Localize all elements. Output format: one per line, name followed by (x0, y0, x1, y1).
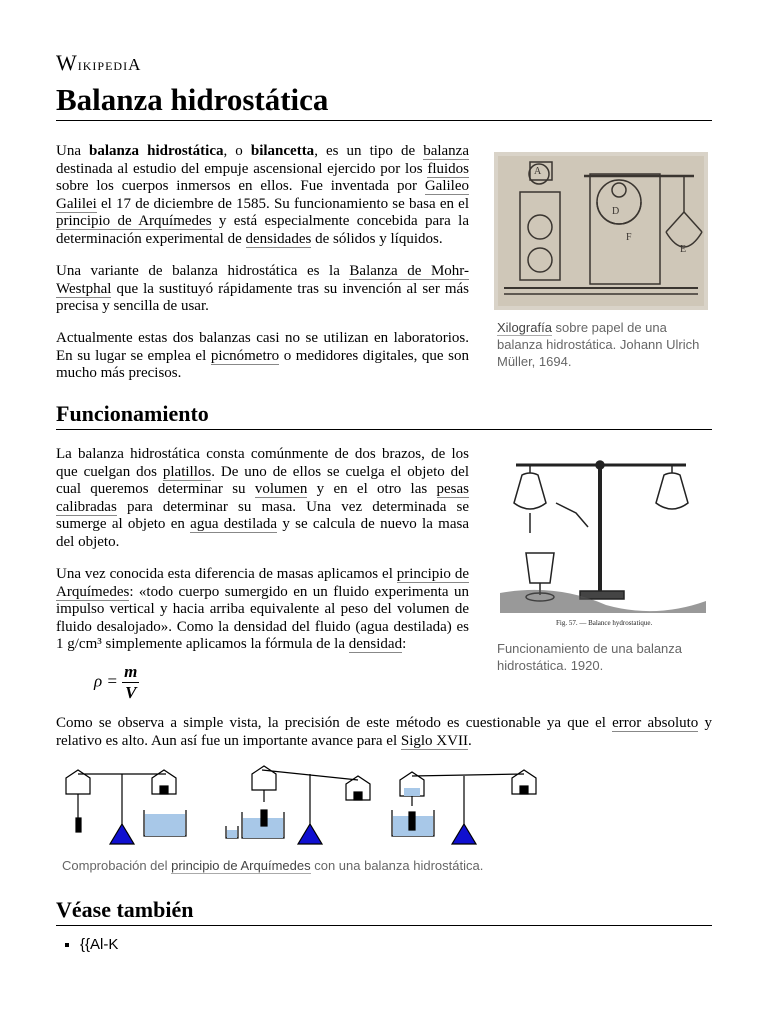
funcionamiento-paragraph-3: Como se observa a simple vista, la precisión de este método es cuestionable ya que el error absoluto y relativo es alto. Aun así fue un importante avance para el Siglo XVII. (56, 715, 713, 749)
svg-text:E: E (680, 244, 687, 255)
link-balanza-mohr-westphal[interactable]: Balanza de Mohr-Westphal (56, 263, 469, 297)
link-agua-destilada[interactable]: agua destilada (190, 516, 278, 532)
woodcut-image[interactable] (494, 152, 708, 310)
engraving-plate-label: Fig. 57. — Balance hydrostatique. (556, 619, 653, 627)
figure-woodcut (494, 152, 708, 370)
density-formula: ρ = $\frac{m}{V}$ (94, 662, 138, 702)
figure-balances-diagram (62, 762, 542, 874)
balances-diagram[interactable] (62, 762, 542, 848)
list-item[interactable]: ▪ {{Al-K (80, 936, 118, 953)
section-heading-vease-tambien: Véase también (56, 897, 712, 926)
svg-text:A: A (534, 166, 542, 177)
funcionamiento-paragraph-1: La balanza hidrostática consta comúnmente de dos brazos, de los que cuelgan dos platillos. De uno de ellos se cuelga el objeto del cual queremos determinar su volumen y en el otro las pesas calibradas para determinar su masa. Una vez determinada se sumerge al objeto en agua destilada y se calcula de nuevo la masa del objeto. (56, 446, 469, 550)
figure-engraving (496, 443, 710, 674)
figure-balances-caption: Comprobación del principio de Arquímedes con una balanza hidrostática. (62, 858, 484, 873)
wikipedia-logo[interactable] (56, 50, 141, 76)
link-picnometro[interactable]: picnómetro (210, 347, 280, 364)
link-densidades[interactable]: densidades (245, 230, 312, 247)
intro-paragraph-2: Una variante de balanza hidrostática es la Balanza de Mohr-Westphal que la sustituyó rápidamente tras su invención al ser más precisa y sencilla de usar. (56, 263, 469, 314)
intro-paragraph-3: Actualmente estas dos balanzas casi no se utilizan en laboratorios. En su lugar se emplea el picnómetro o medidores digitales, que son mucho más precisos. (56, 330, 469, 381)
link-volumen[interactable]: volumen (254, 481, 308, 497)
figure-engraving-caption: Funcionamiento de una balanza hidrostática. 1920. (497, 641, 683, 673)
link-platillos[interactable]: platillos (162, 463, 212, 480)
link-fluidos[interactable]: fluidos (427, 160, 469, 177)
svg-text:F: F (626, 232, 632, 243)
intro-paragraph-1: Una balanza hidrostática, o bilancetta, es un tipo de balanza destinada al estudio del empuje ascensional ejercido por los fluidos sobre los cuerpos inmersos en ellos. Fue inventada por Galileo Galilei el 17 de diciembre de 1585. Su funcionamiento se basa en el principio de Arquímedes y está especialmente concebida para la determinación experimental de densidades de sólidos y líquidos. (56, 143, 469, 247)
balance-level (66, 770, 186, 844)
link-densidad[interactable]: densidad (348, 636, 403, 652)
link-principio-arquimedes-3[interactable]: principio de Arquímedes (171, 858, 311, 873)
page-title: Balanza hidrostática (56, 82, 712, 121)
link-principio-arquimedes[interactable]: principio de Arquímedes (56, 213, 212, 229)
balance-tilted-b (392, 770, 536, 844)
svg-text:D: D (612, 206, 620, 217)
link-error-absoluto[interactable]: error absoluto (612, 715, 699, 731)
link-xilografia[interactable]: Xilografía (497, 320, 552, 335)
figure-woodcut-caption: Xilografía sobre papel de una balanza hidrostática. Johann Ulrich Müller, 1694. (497, 320, 700, 369)
balance-tilted-a (226, 766, 370, 844)
engraving-image[interactable] (496, 443, 710, 629)
see-also-list (56, 936, 118, 953)
funcionamiento-paragraph-2: Una vez conocida esta diferencia de masas aplicamos el principio de Arquímedes: «todo cuerpo sumergido en un fluido experimenta un impulso vertical y hacia arriba equivalente al peso del volumen de fluido desalojado». Como la densidad del fluido (agua destilada) es 1 g/cm³ simplemente aplicamos la fórmula de la densidad: (56, 566, 469, 652)
link-galileo-galilei[interactable]: Galileo Galilei (56, 178, 469, 212)
link-balanza[interactable]: balanza (423, 143, 469, 159)
section-heading-funcionamiento: Funcionamiento (56, 401, 712, 430)
link-siglo-xvii[interactable]: Siglo XVII (400, 732, 468, 749)
logo-text: WikipediA (56, 50, 142, 75)
link-principio-arquimedes-2[interactable]: principio de Arquímedes (56, 566, 469, 600)
link-pesas-calibradas[interactable]: pesas calibradas (56, 481, 469, 515)
